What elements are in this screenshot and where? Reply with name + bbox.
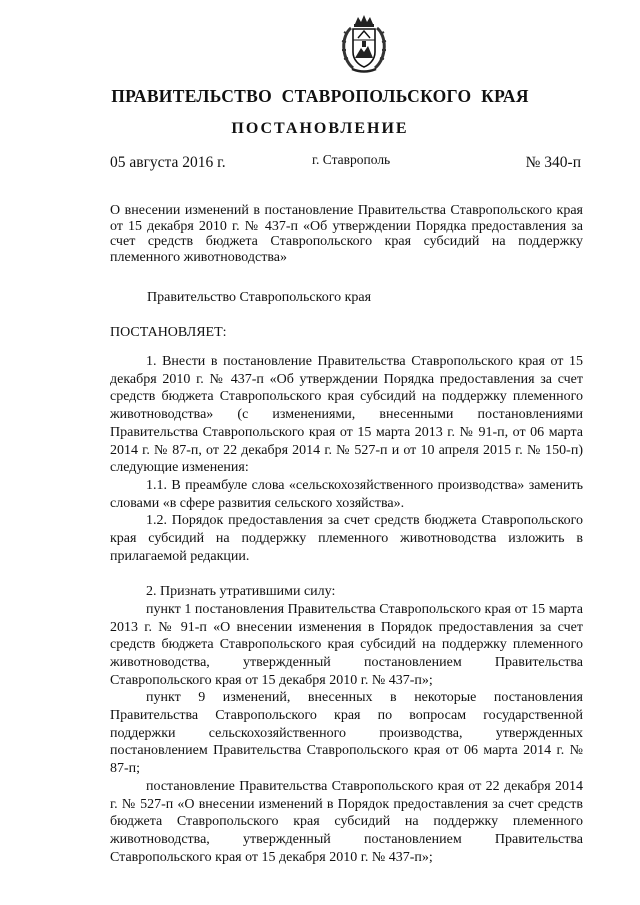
coat-of-arms-icon [339, 14, 389, 74]
document-date: 05 августа 2016 г. [110, 154, 226, 171]
paragraph-2-item-1: пункт 1 постановления Правительства Ставропольского края от 15 марта 2013 г. № 91-п «О внесении изменения в Порядок предоставления за счет средств бюджета Ставропольского края субсидий на поддержку племенного животноводства, утвержденный постановлением Правительства Ставропольского края от 15 декабря 2010 г. № 437-п»; [110, 601, 583, 688]
preamble: Правительство Ставропольского края [147, 290, 372, 305]
paragraph-2-item-2: пункт 9 изменений, внесенных в некоторые постановления Правительства Ставропольского края по вопросам государственной поддержки сельскохозяйственного производства, утвержденных постановлением Правительства Ставропольского края от 06 марта 2014 г. № 87-п; [110, 690, 583, 777]
document-meta [0, 152, 640, 176]
document-subject: О внесении изменений в постановление Правительства Ставропольского края от 15 декабря 2010 г. № 437-п «Об утверждении Порядка предоставления за счет средств бюджета Ставропольского края субсидий на поддержку племенного животноводства» [110, 203, 583, 265]
paragraph-1: 1. Внести в постановление Правительства Ставропольского края от 15 декабря 2010 г. № 437-п «Об утверждении Порядка предоставления за счет средств бюджета Ставропольского края субсидий на поддержку племенного животноводства» (с изменениями, внесенными постановлениями Правительства Ставропольского края от 15 марта 2013 г. № 91-п, от 06 марта 2014 г. № 87-п, от 22 декабря 2014 г. № 527-п и от 10 апреля 2015 г. № 150-п) следующие изменения: [110, 354, 583, 476]
paragraph-1-2: 1.2. Порядок предоставления за счет средств бюджета Ставропольского края субсидий на поддержку племенного животноводства изложить в прилагаемой редакции. [110, 513, 583, 564]
document-body [110, 353, 583, 866]
government-name: ПРАВИТЕЛЬСТВО СТАВРОПОЛЬСКОГО КРАЯ [111, 86, 529, 106]
document-type: ПОСТАНОВЛЕНИЕ [231, 120, 409, 137]
document-number: № 340-п [525, 154, 581, 171]
paragraph-2: 2. Признать утратившими силу: [146, 584, 336, 600]
paragraph-2-item-3: постановление Правительства Ставропольского края от 22 декабря 2014 г. № 527-п «О внесении изменений в Порядок предоставления за счет средств бюджета Ставропольского края субсидий на поддержку племенного животноводства, утвержденный постановлением Правительства Ставропольского края от 15 декабря 2010 г. № 437-п»; [110, 778, 583, 865]
decree-word: ПОСТАНОВЛЯЕТ: [110, 325, 227, 340]
paragraph-1-1: 1.1. В преамбуле слова «сельскохозяйственного производства» заменить словами «в сфере развития сельского хозяйства». [110, 477, 583, 511]
document-city: г. Ставрополь [312, 152, 391, 167]
